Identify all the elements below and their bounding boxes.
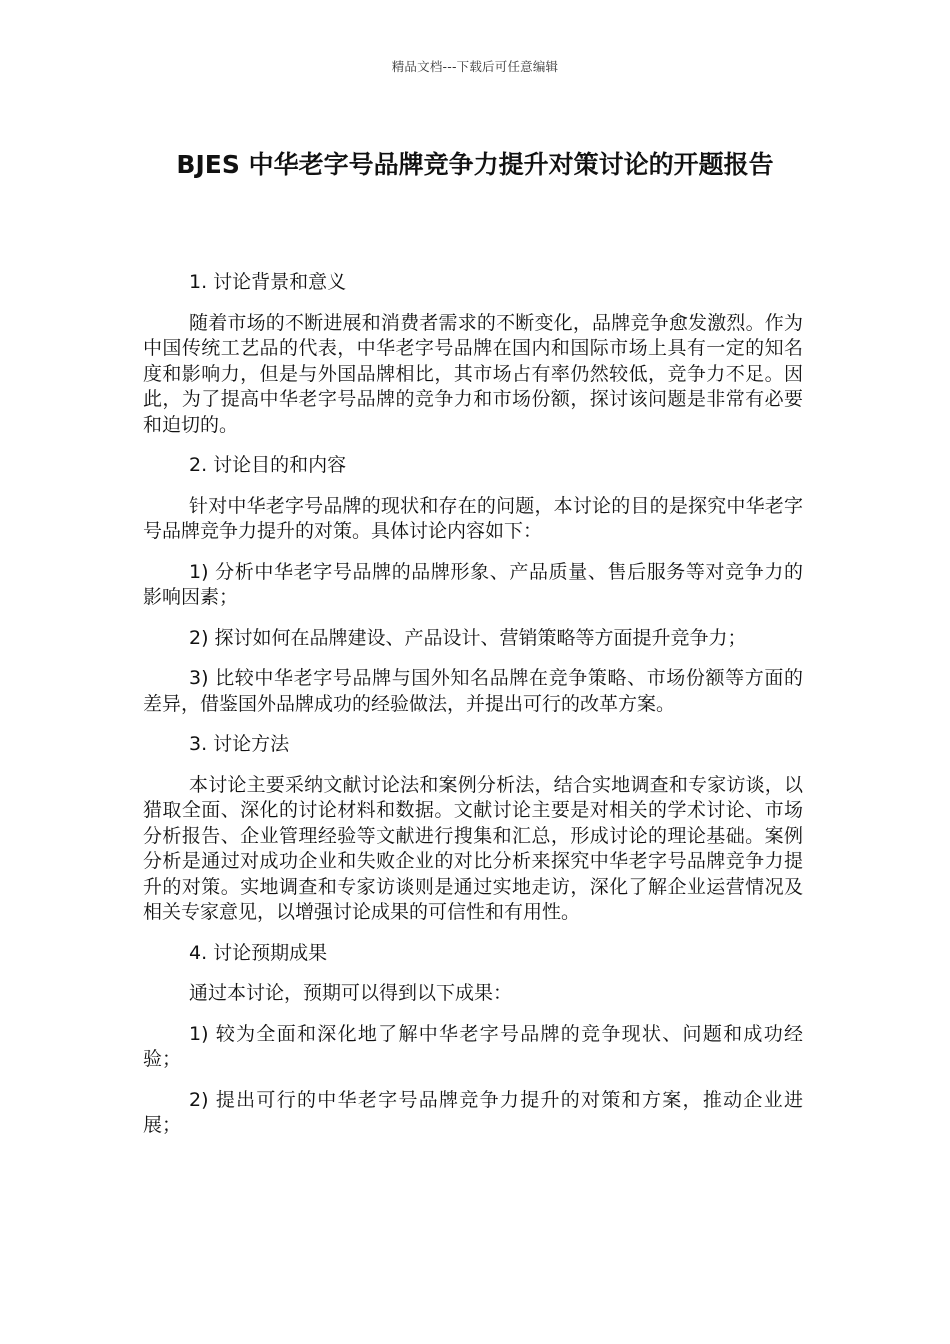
list-item-purpose-3: 3) 比较中华老字号品牌与国外知名品牌在竞争策略、市场份额等方面的差异，借鉴国外品牌成功的经验做法，并提出可行的改革方案。 xyxy=(143,667,803,715)
paragraph-purpose: 针对中华老字号品牌的现状和存在的问题，本讨论的目的是探究中华老字号品牌竞争力提升的对策。具体讨论内容如下： xyxy=(143,494,803,542)
list-item-purpose-1: 1) 分析中华老字号品牌的品牌形象、产品质量、售后服务等对竞争力的影响因素； xyxy=(143,560,803,608)
paragraph-outcomes: 通过本讨论，预期可以得到以下成果： xyxy=(189,982,513,1004)
section-heading-outcomes: 4. 讨论预期成果 xyxy=(189,941,328,964)
section-heading-method: 3. 讨论方法 xyxy=(189,733,290,755)
section-heading-purpose: 2. 讨论目的和内容 xyxy=(189,454,347,476)
section-heading-background: 1. 讨论背景和意义 xyxy=(189,271,347,293)
paragraph-method: 本讨论主要采纳文献讨论法和案例分析法，结合实地调查和专家访谈，以猎取全面、深化的讨论材料和数据。文献讨论主要是对相关的学术讨论、市场分析报告、企业管理经验等文献进行搜集和汇总，形成讨论的理论基础。案例分析是通过对成功企业和失败企业的对比分析来探究中华老字号品牌竞争力提升的对策。实地调查和专家访谈则是通过实地走访，深化了解企业运营情况及相关专家意见，以增强讨论成果的可信性和有用性。 xyxy=(143,773,803,923)
paragraph-background: 随着市场的不断进展和消费者需求的不断变化，品牌竞争愈发激烈。作为中国传统工艺品的代表，中华老字号品牌在国内和国际市场上具有一定的知名度和影响力，但是与外国品牌相比，其市场占有率仍然较低，竞争力不足。因此，为了提高中华老字号品牌的竞争力和市场份额，探讨该问题是非常有必要和迫切的。 xyxy=(143,311,803,436)
list-item-outcome-2: 2) 提出可行的中华老字号品牌竞争力提升的对策和方案，推动企业进展； xyxy=(143,1088,803,1136)
list-item-purpose-2: 2) 探讨如何在品牌建设、产品设计、营销策略等方面提升竞争力； xyxy=(189,626,747,649)
document-title: BJES 中华老字号品牌竞争力提升对策讨论的开题报告 xyxy=(176,150,774,179)
list-item-outcome-1: 1) 较为全面和深化地了解中华老字号品牌的竞争现状、问题和成功经验； xyxy=(143,1022,803,1070)
header-note: 精品文档---下载后可任意编辑 xyxy=(391,59,559,74)
document-body xyxy=(143,270,803,1154)
